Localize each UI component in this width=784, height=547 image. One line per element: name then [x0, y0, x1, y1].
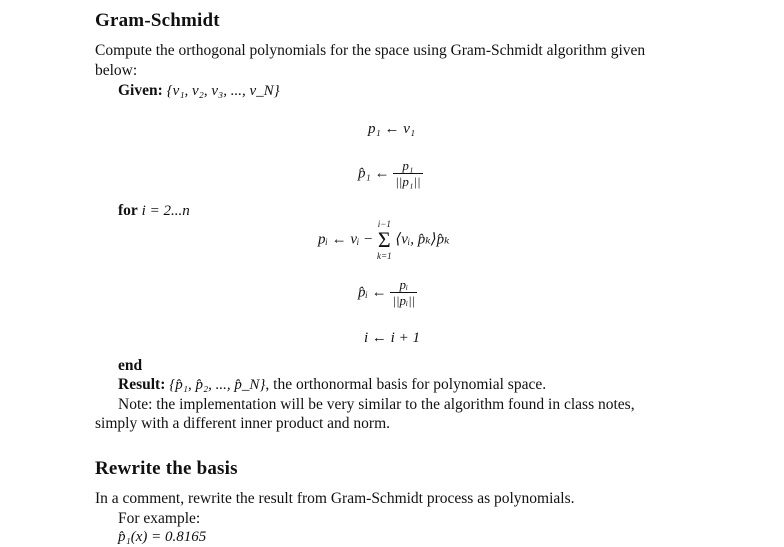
result-label: Result: — [118, 376, 166, 393]
eq2-numerator: p₁ — [402, 158, 414, 173]
sum-lower-limit: k=1 — [377, 251, 392, 261]
given-line — [118, 82, 280, 100]
for-range: i = 2...n — [141, 203, 190, 219]
given-set: {v₁, v₂, v₃, ..., v_N} — [166, 83, 280, 99]
result-text: , the orthonormal basis for polynomial space. — [265, 376, 547, 393]
example-equation: p̂₁(x) = 0.8165 — [118, 529, 207, 545]
rewrite-instruction: In a comment, rewrite the result from Gram-Schmidt process as polynomials. — [95, 490, 575, 507]
eq1-lhs: p₁ — [368, 121, 381, 137]
equation-pihat-normalize — [358, 277, 417, 309]
end-keyword: end — [118, 357, 143, 374]
eq2-fraction — [393, 158, 422, 190]
given-label: Given: — [118, 82, 163, 99]
eq4-lhs: p̂ᵢ — [358, 284, 368, 301]
sum-upper-limit: i−1 — [377, 219, 391, 229]
eq4-arrow: ← — [371, 284, 387, 301]
intro-line-1: Compute the orthogonal polynomials for the space using Gram-Schmidt algorithm given — [95, 42, 646, 59]
eq2-lhs: p̂₁ — [358, 165, 371, 182]
section-title-rewrite-basis: Rewrite the basis — [95, 458, 238, 479]
eq1-arrow: ← — [384, 121, 400, 137]
sum-sign: Σ — [377, 227, 391, 252]
eq3-term: ⟨vᵢ, p̂ₖ⟩p̂ₖ — [395, 231, 450, 248]
eq1-rhs: v₁ — [403, 121, 416, 137]
eq4-numerator: pᵢ — [399, 277, 409, 292]
eq2-denominator: ||p₁|| — [395, 174, 421, 189]
equation-p1-assign — [368, 121, 415, 138]
note-line-2: simply with a different inner product and norm. — [95, 415, 391, 432]
section-title-gram-schmidt: Gram-Schmidt — [95, 10, 220, 31]
summation — [377, 219, 392, 261]
for-line — [118, 202, 190, 220]
eq2-arrow: ← — [374, 165, 390, 182]
for-keyword: for — [118, 202, 138, 219]
eq4-fraction — [390, 277, 417, 309]
equation-pi-orthogonalize — [318, 219, 450, 261]
equation-increment: i ← i + 1 — [364, 330, 420, 346]
result-line — [118, 376, 546, 394]
eq3-v-minus: vᵢ − — [350, 231, 374, 248]
example-label: For example: — [118, 510, 201, 527]
eq3-arrow: ← — [331, 231, 347, 248]
result-set: {p̂₁, p̂₂, ..., p̂_N} — [169, 377, 266, 393]
equation-p1hat-normalize — [358, 158, 423, 190]
intro-line-2: below: — [95, 62, 138, 79]
note-line-1: Note: the implementation will be very similar to the algorithm found in class notes, — [118, 396, 635, 413]
eq4-denominator: ||pᵢ|| — [392, 293, 416, 308]
eq3-lhs: pᵢ — [318, 231, 328, 248]
